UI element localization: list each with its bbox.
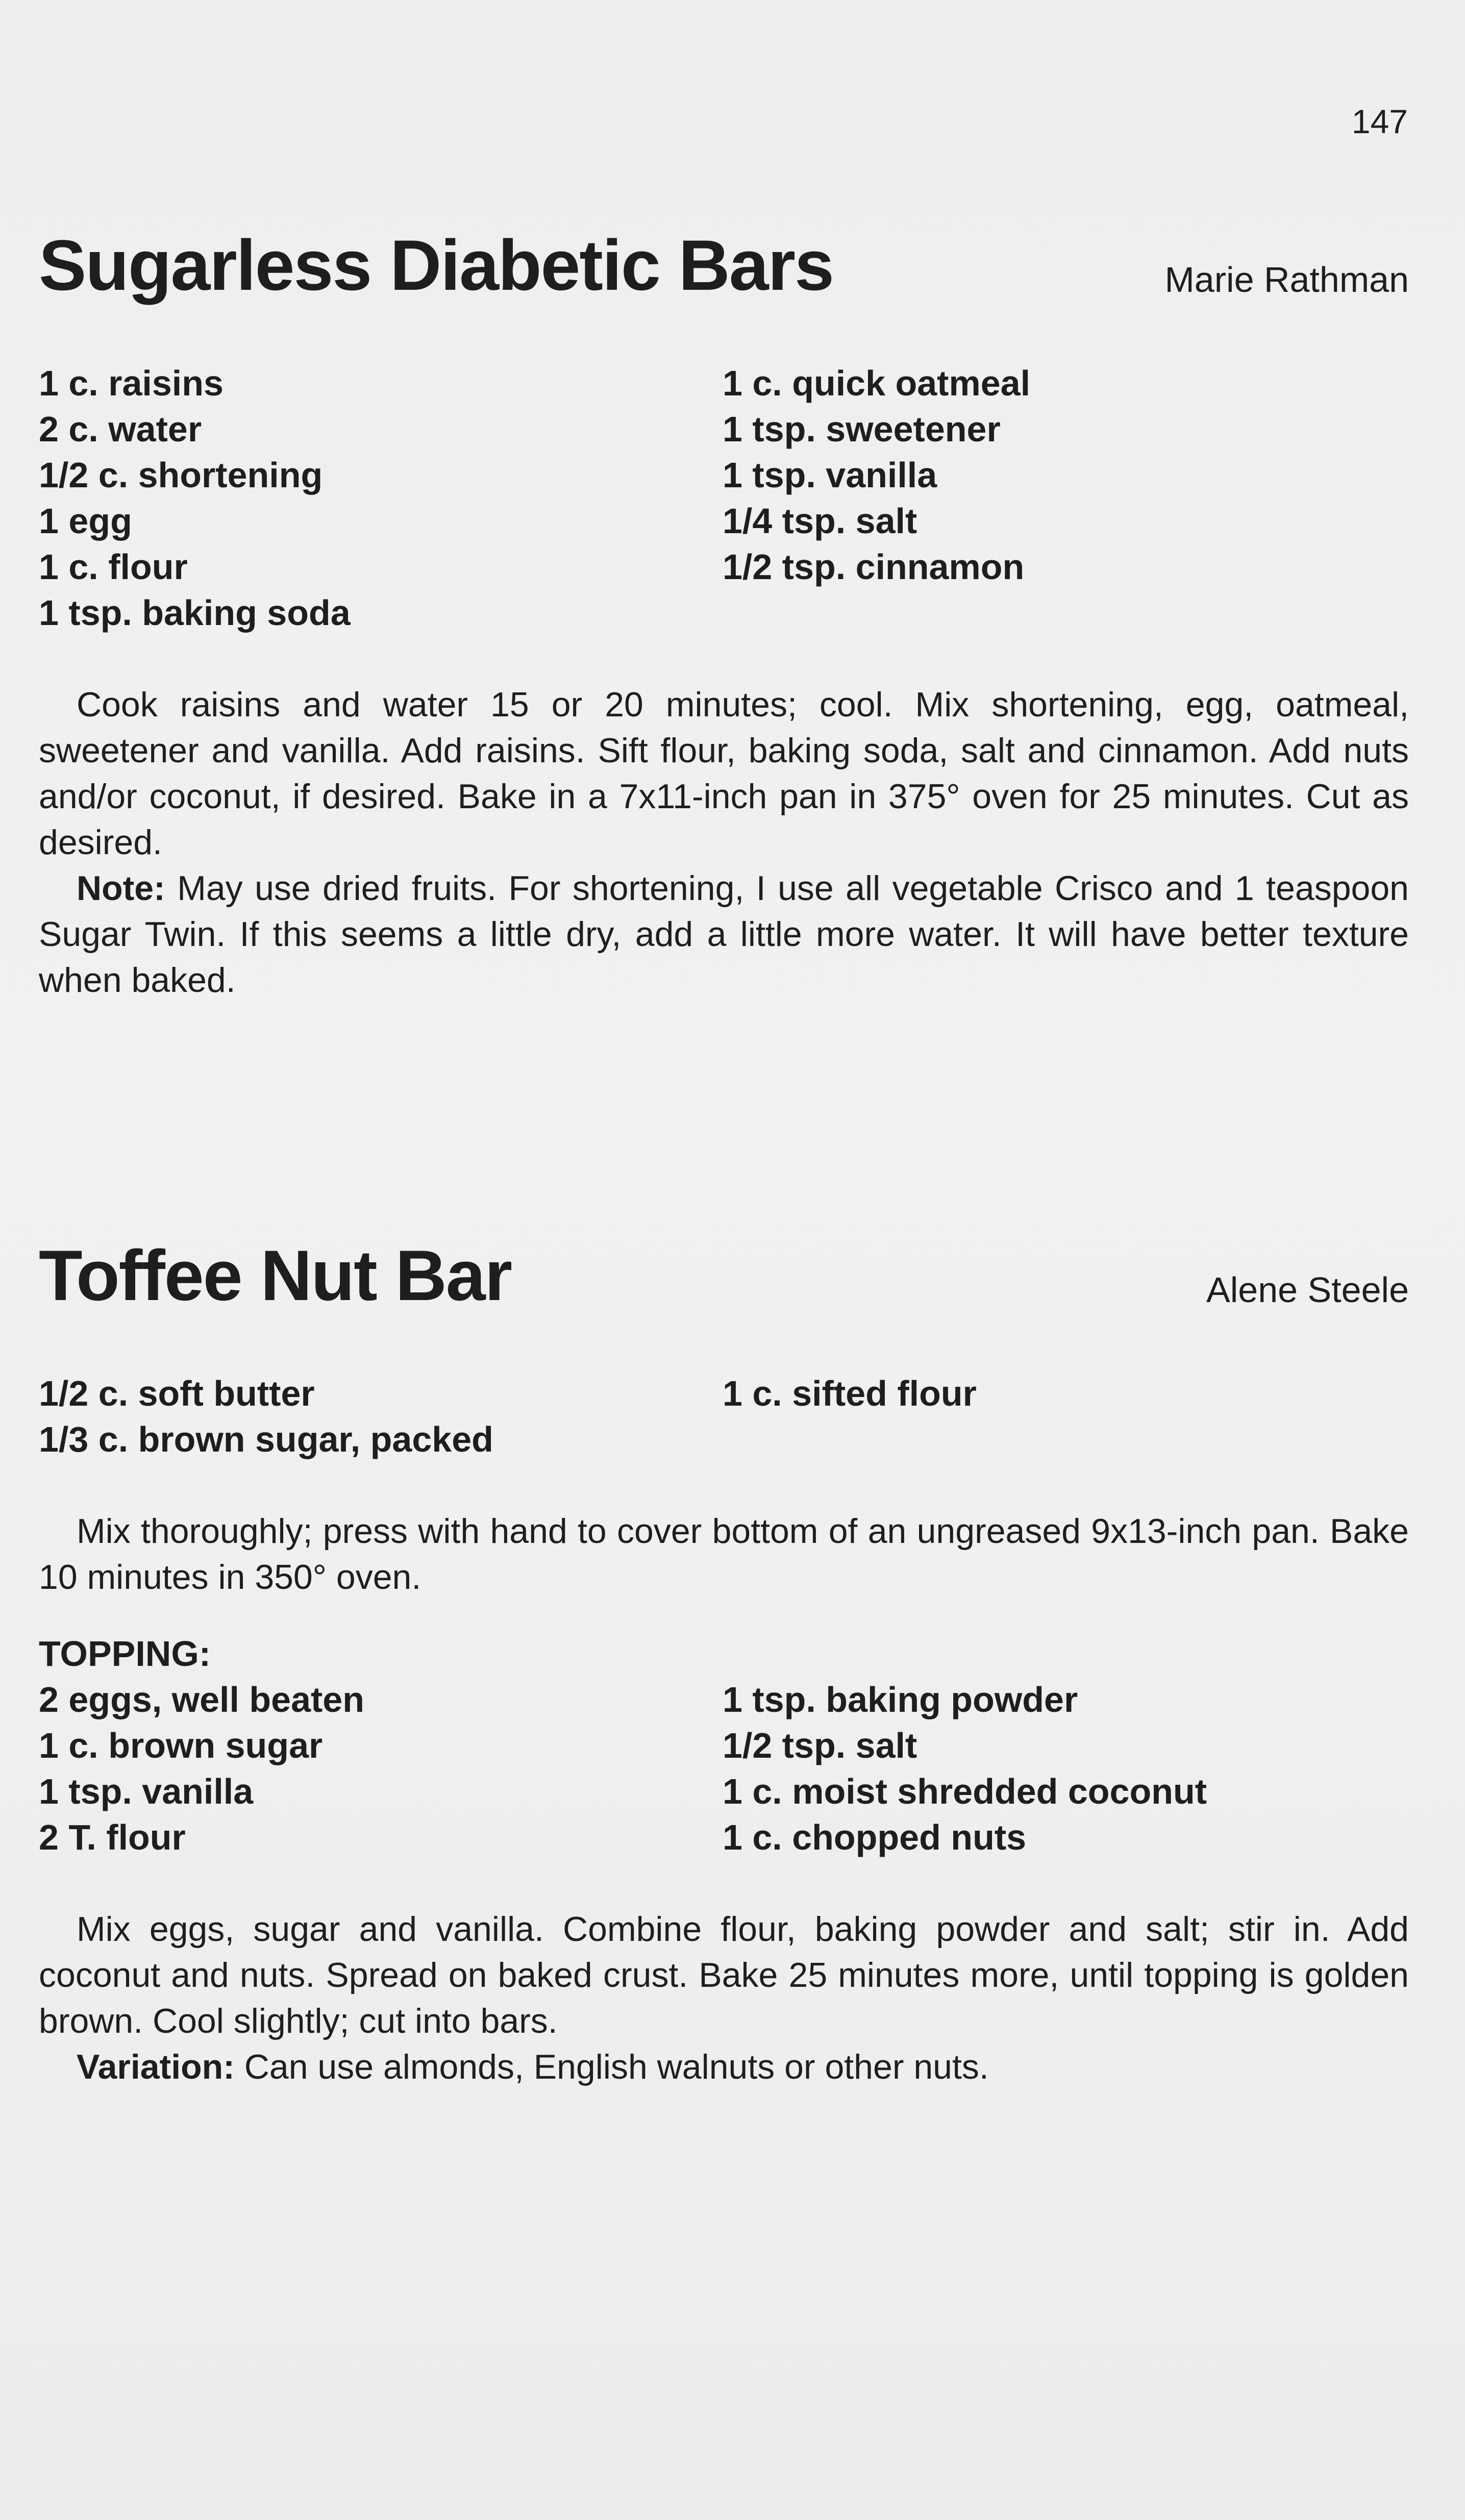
ingredient: 2 eggs, well beaten: [39, 1680, 364, 1719]
topping-column-left: [39, 1677, 723, 1860]
ingredient: 1 c. quick oatmeal: [723, 363, 1031, 403]
ingredient: 1 c. raisins: [39, 363, 224, 403]
ingredient: 1/3 c. brown sugar, packed: [39, 1419, 493, 1459]
ingredient: 2 T. flour: [39, 1817, 186, 1857]
recipe-title: Sugarless Diabetic Bars: [39, 225, 833, 305]
ingredient: 1/2 tsp. salt: [723, 1726, 917, 1765]
topping-column-right: [723, 1677, 1409, 1860]
topping-ingredients-list: [39, 1677, 1409, 1860]
ingredient: 1/2 tsp. cinnamon: [723, 547, 1025, 587]
ingredient: 1 tsp. vanilla: [39, 1772, 254, 1811]
ingredients-column-right: [723, 1370, 1409, 1462]
recipe-header: [39, 1225, 1409, 1327]
note-text: May use dried fruits. For shortening, I use all vegetable Crisco and 1 teaspoon Sugar Twin. If this seems a little dry, add a little more water. It will have better texture when baked.: [39, 869, 1409, 1000]
ingredient: 1 tsp. baking soda: [39, 593, 351, 633]
recipe-note: [39, 865, 1409, 1003]
recipe-directions: Mix thoroughly; press with hand to cover bottom of an ungreased 9x13-inch pan. Bake 10 minutes in 350° oven.: [39, 1512, 1409, 1596]
recipe-sugarless-diabetic-bars: [39, 214, 1409, 1003]
ingredient: 1/2 c. soft butter: [39, 1374, 315, 1413]
ingredients-list: [39, 360, 1409, 636]
recipe-author: Alene Steele: [1206, 1270, 1409, 1310]
ingredient: 1/2 c. shortening: [39, 455, 323, 495]
page-number: 147: [1351, 103, 1408, 140]
ingredient: 1 c. flour: [39, 547, 188, 587]
ingredient: 1 tsp. sweetener: [723, 409, 1001, 449]
variation-label: Variation:: [77, 2048, 235, 2086]
ingredients-column-left: [39, 1370, 723, 1462]
ingredient: 1 c. moist shredded coconut: [723, 1772, 1207, 1811]
recipe-title: Toffee Nut Bar: [39, 1235, 512, 1315]
ingredient: 2 c. water: [39, 409, 202, 449]
topping-directions: Mix eggs, sugar and vanilla. Combine flour, baking powder and salt; stir in. Add coconut and nuts. Spread on baked crust. Bake 25 minutes more, until topping is golden brown. Cool slightly; cut into bars.: [39, 1910, 1409, 2040]
ingredients-list: [39, 1370, 1409, 1462]
recipe-directions: Cook raisins and water 15 or 20 minutes; cool. Mix shortening, egg, oatmeal, sweetener and vanilla. Add raisins. Sift flour, baking soda, salt and cinnamon. Add nuts and/or coconut, if desired. Bake in a 7x11-inch pan in 375° oven for 25 minutes. Cut as desired.: [39, 685, 1409, 862]
recipe-variation: [39, 2044, 1409, 2090]
ingredient: 1/4 tsp. salt: [723, 501, 917, 541]
note-label: Note:: [77, 869, 165, 908]
ingredient: 1 c. brown sugar: [39, 1726, 323, 1765]
recipe-toffee-nut-bar: [39, 1225, 1409, 2090]
topping-label: TOPPING:: [39, 1634, 211, 1674]
ingredient: 1 c. chopped nuts: [723, 1817, 1027, 1857]
ingredient: 1 tsp. vanilla: [723, 455, 937, 495]
ingredient: 1 tsp. baking powder: [723, 1680, 1078, 1719]
ingredients-column-right: [723, 360, 1409, 636]
recipe-author: Marie Rathman: [1164, 260, 1409, 300]
recipe-header: [39, 214, 1409, 316]
variation-text: Can use almonds, English walnuts or other nuts.: [244, 2048, 989, 2086]
ingredients-column-left: [39, 360, 723, 636]
ingredient: 1 egg: [39, 501, 132, 541]
ingredient: 1 c. sifted flour: [723, 1374, 977, 1413]
